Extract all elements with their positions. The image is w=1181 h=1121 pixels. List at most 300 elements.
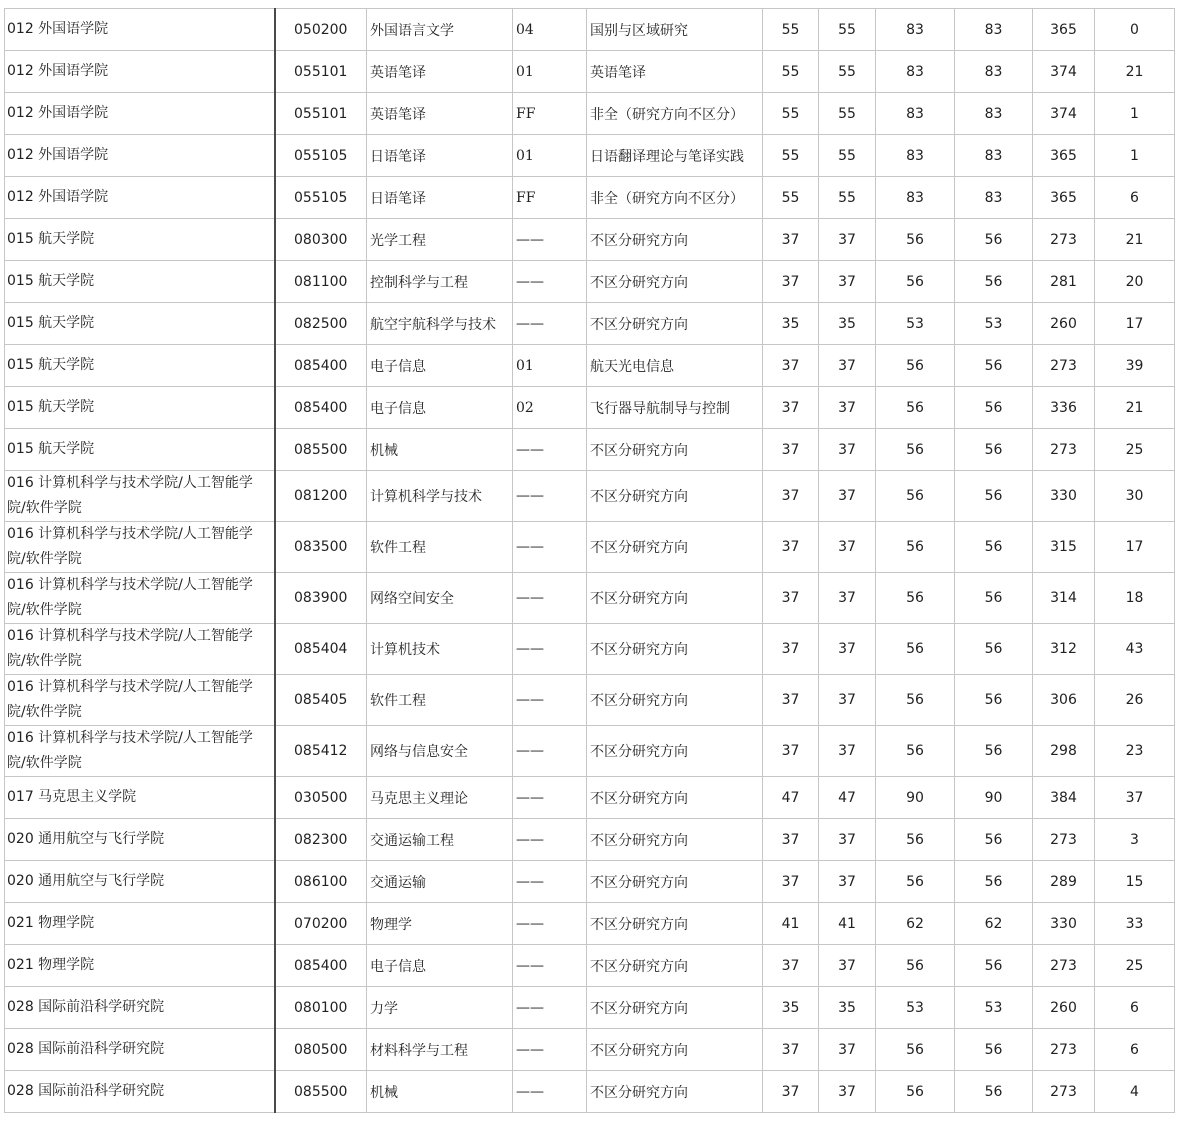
score-3-cell: 53: [876, 987, 955, 1029]
direction-name-cell: 不区分研究方向: [587, 861, 763, 903]
score-4-cell: 56: [955, 471, 1033, 522]
department-cell: 020 通用航空与飞行学院: [5, 819, 275, 861]
score-1-cell: 37: [763, 471, 819, 522]
score-2-cell: 37: [819, 387, 876, 429]
count-cell: 23: [1095, 726, 1175, 777]
score-3-cell: 56: [876, 387, 955, 429]
count-cell: 18: [1095, 573, 1175, 624]
score-1-cell: 37: [763, 387, 819, 429]
score-2-cell: 41: [819, 903, 876, 945]
direction-code-cell: 02: [513, 387, 587, 429]
total-score-cell: 330: [1033, 471, 1095, 522]
score-1-cell: 37: [763, 819, 819, 861]
score-2-cell: 37: [819, 624, 876, 675]
table-row: [5, 93, 1175, 135]
score-2-cell: 55: [819, 93, 876, 135]
table-row: [5, 219, 1175, 261]
score-1-cell: 37: [763, 522, 819, 573]
direction-code-cell: ——: [513, 819, 587, 861]
major-code-cell: 030500: [275, 777, 367, 819]
table-row: [5, 261, 1175, 303]
direction-code-cell: FF: [513, 93, 587, 135]
department-cell: 016 计算机科学与技术学院/人工智能学院/软件学院: [5, 675, 275, 726]
count-cell: 37: [1095, 777, 1175, 819]
major-name-cell: 电子信息: [367, 945, 513, 987]
direction-name-cell: 国别与区域研究: [587, 9, 763, 51]
score-2-cell: 37: [819, 726, 876, 777]
total-score-cell: 312: [1033, 624, 1095, 675]
department-cell: 016 计算机科学与技术学院/人工智能学院/软件学院: [5, 471, 275, 522]
table-row: [5, 177, 1175, 219]
count-cell: 1: [1095, 93, 1175, 135]
score-2-cell: 55: [819, 51, 876, 93]
score-2-cell: 37: [819, 945, 876, 987]
major-code-cell: 085400: [275, 345, 367, 387]
department-cell: 015 航天学院: [5, 303, 275, 345]
total-score-cell: 365: [1033, 177, 1095, 219]
score-4-cell: 56: [955, 624, 1033, 675]
direction-name-cell: 日语翻译理论与笔译实践: [587, 135, 763, 177]
major-name-cell: 电子信息: [367, 387, 513, 429]
count-cell: 1: [1095, 135, 1175, 177]
score-2-cell: 55: [819, 9, 876, 51]
major-name-cell: 马克思主义理论: [367, 777, 513, 819]
score-table: [4, 8, 1175, 1113]
major-code-cell: 085500: [275, 429, 367, 471]
table-row: [5, 135, 1175, 177]
major-name-cell: 计算机技术: [367, 624, 513, 675]
department-cell: 021 物理学院: [5, 945, 275, 987]
direction-name-cell: 不区分研究方向: [587, 675, 763, 726]
direction-name-cell: 飞行器导航制导与控制: [587, 387, 763, 429]
score-3-cell: 83: [876, 177, 955, 219]
total-score-cell: 260: [1033, 303, 1095, 345]
direction-name-cell: 不区分研究方向: [587, 1029, 763, 1071]
total-score-cell: 281: [1033, 261, 1095, 303]
score-1-cell: 55: [763, 93, 819, 135]
table-row: [5, 1029, 1175, 1071]
score-1-cell: 37: [763, 219, 819, 261]
department-cell: 016 计算机科学与技术学院/人工智能学院/软件学院: [5, 573, 275, 624]
score-2-cell: 37: [819, 675, 876, 726]
score-2-cell: 37: [819, 1071, 876, 1113]
score-2-cell: 35: [819, 987, 876, 1029]
table-row: [5, 345, 1175, 387]
score-1-cell: 37: [763, 726, 819, 777]
table-row: [5, 471, 1175, 522]
total-score-cell: 374: [1033, 93, 1095, 135]
major-name-cell: 网络与信息安全: [367, 726, 513, 777]
score-4-cell: 56: [955, 345, 1033, 387]
direction-name-cell: 不区分研究方向: [587, 1071, 763, 1113]
score-3-cell: 62: [876, 903, 955, 945]
major-code-cell: 085500: [275, 1071, 367, 1113]
direction-name-cell: 不区分研究方向: [587, 219, 763, 261]
major-name-cell: 英语笔译: [367, 93, 513, 135]
major-name-cell: 机械: [367, 429, 513, 471]
count-cell: 21: [1095, 387, 1175, 429]
table-row: [5, 903, 1175, 945]
major-code-cell: 085405: [275, 675, 367, 726]
score-3-cell: 56: [876, 861, 955, 903]
direction-code-cell: 01: [513, 345, 587, 387]
score-3-cell: 56: [876, 345, 955, 387]
direction-code-cell: ——: [513, 624, 587, 675]
department-cell: 015 航天学院: [5, 387, 275, 429]
score-2-cell: 37: [819, 471, 876, 522]
table-row: [5, 522, 1175, 573]
score-1-cell: 37: [763, 624, 819, 675]
score-4-cell: 53: [955, 303, 1033, 345]
major-name-cell: 力学: [367, 987, 513, 1029]
department-cell: 015 航天学院: [5, 261, 275, 303]
total-score-cell: 365: [1033, 9, 1095, 51]
table-row: [5, 303, 1175, 345]
score-1-cell: 47: [763, 777, 819, 819]
department-cell: 016 计算机科学与技术学院/人工智能学院/软件学院: [5, 522, 275, 573]
direction-code-cell: ——: [513, 429, 587, 471]
department-cell: 015 航天学院: [5, 219, 275, 261]
direction-name-cell: 不区分研究方向: [587, 819, 763, 861]
direction-code-cell: 01: [513, 135, 587, 177]
major-name-cell: 航空宇航科学与技术: [367, 303, 513, 345]
major-code-cell: 050200: [275, 9, 367, 51]
major-name-cell: 交通运输工程: [367, 819, 513, 861]
direction-name-cell: 非全（研究方向不区分）: [587, 177, 763, 219]
total-score-cell: 384: [1033, 777, 1095, 819]
count-cell: 4: [1095, 1071, 1175, 1113]
score-1-cell: 37: [763, 261, 819, 303]
score-3-cell: 56: [876, 522, 955, 573]
table-row: [5, 861, 1175, 903]
total-score-cell: 336: [1033, 387, 1095, 429]
table-row: [5, 777, 1175, 819]
major-code-cell: 080500: [275, 1029, 367, 1071]
major-code-cell: 085400: [275, 387, 367, 429]
score-2-cell: 37: [819, 261, 876, 303]
table-row: [5, 675, 1175, 726]
major-name-cell: 物理学: [367, 903, 513, 945]
score-4-cell: 83: [955, 177, 1033, 219]
score-4-cell: 53: [955, 987, 1033, 1029]
score-1-cell: 37: [763, 345, 819, 387]
direction-code-cell: ——: [513, 903, 587, 945]
count-cell: 21: [1095, 51, 1175, 93]
count-cell: 6: [1095, 1029, 1175, 1071]
score-2-cell: 47: [819, 777, 876, 819]
score-2-cell: 37: [819, 861, 876, 903]
major-code-cell: 086100: [275, 861, 367, 903]
score-4-cell: 83: [955, 9, 1033, 51]
score-4-cell: 56: [955, 1071, 1033, 1113]
direction-code-cell: FF: [513, 177, 587, 219]
major-name-cell: 英语笔译: [367, 51, 513, 93]
total-score-cell: 273: [1033, 1071, 1095, 1113]
major-code-cell: 083900: [275, 573, 367, 624]
count-cell: 21: [1095, 219, 1175, 261]
table-row: [5, 387, 1175, 429]
direction-name-cell: 不区分研究方向: [587, 903, 763, 945]
score-3-cell: 83: [876, 93, 955, 135]
direction-code-cell: ——: [513, 675, 587, 726]
major-name-cell: 交通运输: [367, 861, 513, 903]
score-4-cell: 83: [955, 51, 1033, 93]
direction-name-cell: 不区分研究方向: [587, 522, 763, 573]
major-name-cell: 网络空间安全: [367, 573, 513, 624]
score-3-cell: 56: [876, 1029, 955, 1071]
score-3-cell: 56: [876, 624, 955, 675]
score-3-cell: 56: [876, 471, 955, 522]
score-3-cell: 56: [876, 219, 955, 261]
major-code-cell: 081200: [275, 471, 367, 522]
score-2-cell: 37: [819, 429, 876, 471]
score-3-cell: 56: [876, 726, 955, 777]
total-score-cell: 374: [1033, 51, 1095, 93]
count-cell: 30: [1095, 471, 1175, 522]
table-row: [5, 573, 1175, 624]
score-1-cell: 41: [763, 903, 819, 945]
major-code-cell: 055105: [275, 177, 367, 219]
score-4-cell: 90: [955, 777, 1033, 819]
count-cell: 3: [1095, 819, 1175, 861]
count-cell: 25: [1095, 945, 1175, 987]
direction-code-cell: ——: [513, 261, 587, 303]
total-score-cell: 306: [1033, 675, 1095, 726]
score-1-cell: 35: [763, 987, 819, 1029]
score-1-cell: 35: [763, 303, 819, 345]
total-score-cell: 289: [1033, 861, 1095, 903]
major-name-cell: 外国语言文学: [367, 9, 513, 51]
department-cell: 012 外国语学院: [5, 93, 275, 135]
total-score-cell: 273: [1033, 429, 1095, 471]
direction-code-cell: ——: [513, 471, 587, 522]
score-3-cell: 56: [876, 573, 955, 624]
count-cell: 17: [1095, 303, 1175, 345]
score-2-cell: 37: [819, 345, 876, 387]
total-score-cell: 273: [1033, 819, 1095, 861]
department-cell: 028 国际前沿科学研究院: [5, 1071, 275, 1113]
count-cell: 17: [1095, 522, 1175, 573]
direction-code-cell: ——: [513, 777, 587, 819]
direction-name-cell: 不区分研究方向: [587, 945, 763, 987]
score-1-cell: 37: [763, 1071, 819, 1113]
major-code-cell: 055101: [275, 93, 367, 135]
direction-name-cell: 不区分研究方向: [587, 261, 763, 303]
direction-code-cell: ——: [513, 1071, 587, 1113]
major-code-cell: 055105: [275, 135, 367, 177]
count-cell: 25: [1095, 429, 1175, 471]
direction-name-cell: 不区分研究方向: [587, 303, 763, 345]
department-cell: 028 国际前沿科学研究院: [5, 1029, 275, 1071]
score-4-cell: 56: [955, 726, 1033, 777]
major-name-cell: 电子信息: [367, 345, 513, 387]
direction-code-cell: ——: [513, 945, 587, 987]
major-name-cell: 软件工程: [367, 522, 513, 573]
score-3-cell: 56: [876, 819, 955, 861]
table-row: [5, 726, 1175, 777]
score-2-cell: 37: [819, 819, 876, 861]
score-4-cell: 62: [955, 903, 1033, 945]
total-score-cell: 260: [1033, 987, 1095, 1029]
count-cell: 39: [1095, 345, 1175, 387]
major-code-cell: 085400: [275, 945, 367, 987]
score-3-cell: 56: [876, 1071, 955, 1113]
score-3-cell: 83: [876, 135, 955, 177]
major-code-cell: 070200: [275, 903, 367, 945]
direction-code-cell: ——: [513, 861, 587, 903]
direction-name-cell: 不区分研究方向: [587, 624, 763, 675]
major-code-cell: 082500: [275, 303, 367, 345]
total-score-cell: 315: [1033, 522, 1095, 573]
direction-name-cell: 不区分研究方向: [587, 429, 763, 471]
direction-code-cell: ——: [513, 303, 587, 345]
score-4-cell: 56: [955, 573, 1033, 624]
major-code-cell: 085404: [275, 624, 367, 675]
table-row: [5, 51, 1175, 93]
major-name-cell: 光学工程: [367, 219, 513, 261]
score-3-cell: 90: [876, 777, 955, 819]
score-2-cell: 55: [819, 177, 876, 219]
direction-name-cell: 不区分研究方向: [587, 987, 763, 1029]
score-3-cell: 53: [876, 303, 955, 345]
direction-name-cell: 不区分研究方向: [587, 726, 763, 777]
direction-code-cell: ——: [513, 573, 587, 624]
table-row: [5, 945, 1175, 987]
table-row: [5, 987, 1175, 1029]
score-4-cell: 83: [955, 135, 1033, 177]
direction-name-cell: 不区分研究方向: [587, 573, 763, 624]
department-cell: 012 外国语学院: [5, 9, 275, 51]
table-row: [5, 819, 1175, 861]
score-1-cell: 37: [763, 861, 819, 903]
major-code-cell: 081100: [275, 261, 367, 303]
major-code-cell: 080100: [275, 987, 367, 1029]
direction-code-cell: ——: [513, 522, 587, 573]
score-4-cell: 83: [955, 93, 1033, 135]
major-code-cell: 055101: [275, 51, 367, 93]
direction-code-cell: ——: [513, 219, 587, 261]
score-4-cell: 56: [955, 861, 1033, 903]
count-cell: 43: [1095, 624, 1175, 675]
score-1-cell: 37: [763, 1029, 819, 1071]
score-4-cell: 56: [955, 819, 1033, 861]
department-cell: 020 通用航空与飞行学院: [5, 861, 275, 903]
major-name-cell: 软件工程: [367, 675, 513, 726]
total-score-cell: 273: [1033, 219, 1095, 261]
department-cell: 015 航天学院: [5, 429, 275, 471]
score-4-cell: 56: [955, 261, 1033, 303]
major-name-cell: 日语笔译: [367, 177, 513, 219]
department-cell: 016 计算机科学与技术学院/人工智能学院/软件学院: [5, 726, 275, 777]
count-cell: 15: [1095, 861, 1175, 903]
table-row: [5, 1071, 1175, 1113]
score-3-cell: 56: [876, 261, 955, 303]
table-body: [5, 9, 1175, 1113]
score-3-cell: 56: [876, 675, 955, 726]
direction-code-cell: ——: [513, 987, 587, 1029]
direction-code-cell: ——: [513, 726, 587, 777]
direction-name-cell: 非全（研究方向不区分）: [587, 93, 763, 135]
direction-name-cell: 英语笔译: [587, 51, 763, 93]
score-2-cell: 37: [819, 573, 876, 624]
score-2-cell: 37: [819, 1029, 876, 1071]
total-score-cell: 365: [1033, 135, 1095, 177]
score-1-cell: 55: [763, 9, 819, 51]
score-1-cell: 37: [763, 573, 819, 624]
score-1-cell: 55: [763, 51, 819, 93]
major-code-cell: 083500: [275, 522, 367, 573]
department-cell: 021 物理学院: [5, 903, 275, 945]
score-4-cell: 56: [955, 522, 1033, 573]
department-cell: 012 外国语学院: [5, 135, 275, 177]
total-score-cell: 314: [1033, 573, 1095, 624]
count-cell: 6: [1095, 987, 1175, 1029]
score-1-cell: 37: [763, 675, 819, 726]
total-score-cell: 298: [1033, 726, 1095, 777]
count-cell: 0: [1095, 9, 1175, 51]
major-code-cell: 082300: [275, 819, 367, 861]
direction-name-cell: 不区分研究方向: [587, 777, 763, 819]
major-name-cell: 材料科学与工程: [367, 1029, 513, 1071]
score-4-cell: 56: [955, 429, 1033, 471]
major-name-cell: 日语笔译: [367, 135, 513, 177]
major-name-cell: 控制科学与工程: [367, 261, 513, 303]
count-cell: 26: [1095, 675, 1175, 726]
score-2-cell: 55: [819, 135, 876, 177]
total-score-cell: 273: [1033, 345, 1095, 387]
score-2-cell: 37: [819, 219, 876, 261]
major-name-cell: 计算机科学与技术: [367, 471, 513, 522]
department-cell: 028 国际前沿科学研究院: [5, 987, 275, 1029]
direction-code-cell: ——: [513, 1029, 587, 1071]
count-cell: 33: [1095, 903, 1175, 945]
direction-name-cell: 不区分研究方向: [587, 471, 763, 522]
total-score-cell: 330: [1033, 903, 1095, 945]
score-4-cell: 56: [955, 387, 1033, 429]
total-score-cell: 273: [1033, 945, 1095, 987]
department-cell: 017 马克思主义学院: [5, 777, 275, 819]
score-2-cell: 35: [819, 303, 876, 345]
score-4-cell: 56: [955, 1029, 1033, 1071]
department-cell: 016 计算机科学与技术学院/人工智能学院/软件学院: [5, 624, 275, 675]
major-code-cell: 085412: [275, 726, 367, 777]
direction-name-cell: 航天光电信息: [587, 345, 763, 387]
count-cell: 6: [1095, 177, 1175, 219]
total-score-cell: 273: [1033, 1029, 1095, 1071]
score-1-cell: 55: [763, 177, 819, 219]
department-cell: 012 外国语学院: [5, 177, 275, 219]
score-3-cell: 83: [876, 51, 955, 93]
table-row: [5, 624, 1175, 675]
count-cell: 20: [1095, 261, 1175, 303]
score-1-cell: 55: [763, 135, 819, 177]
direction-code-cell: 01: [513, 51, 587, 93]
score-3-cell: 56: [876, 429, 955, 471]
score-4-cell: 56: [955, 219, 1033, 261]
score-3-cell: 56: [876, 945, 955, 987]
department-cell: 015 航天学院: [5, 345, 275, 387]
score-3-cell: 83: [876, 9, 955, 51]
direction-code-cell: 04: [513, 9, 587, 51]
score-1-cell: 37: [763, 429, 819, 471]
department-cell: 012 外国语学院: [5, 51, 275, 93]
table-row: [5, 429, 1175, 471]
major-code-cell: 080300: [275, 219, 367, 261]
score-4-cell: 56: [955, 675, 1033, 726]
score-1-cell: 37: [763, 945, 819, 987]
table-row: [5, 9, 1175, 51]
score-2-cell: 37: [819, 522, 876, 573]
